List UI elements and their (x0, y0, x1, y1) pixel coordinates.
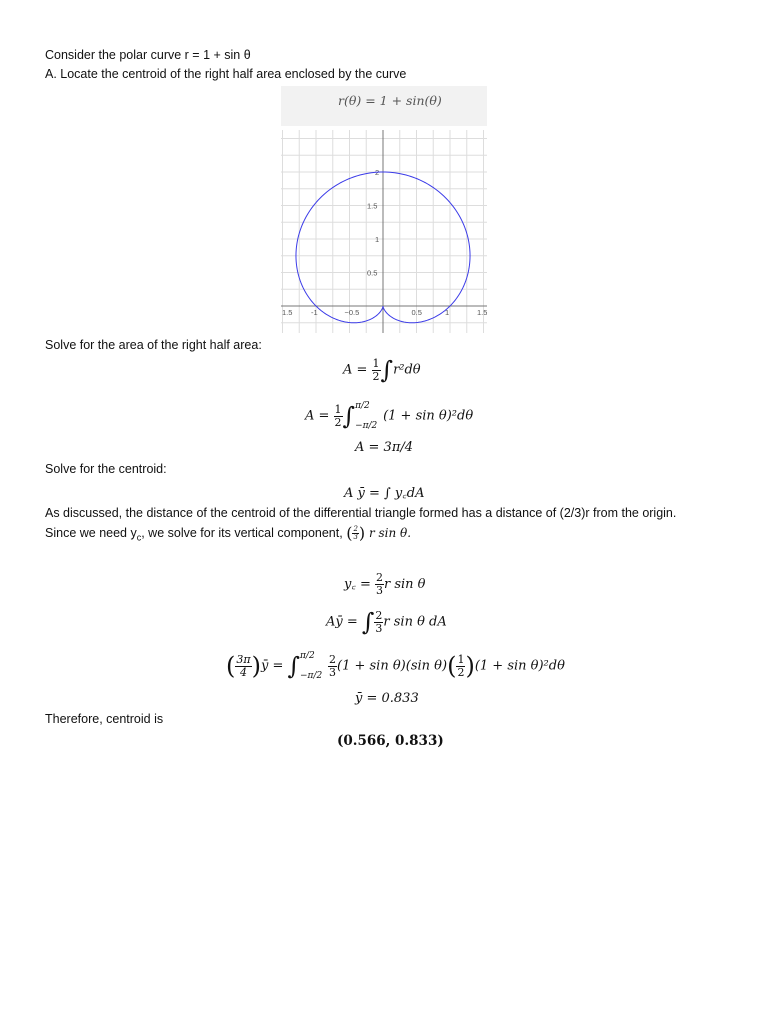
discussion-line-2-b: , we solve for its vertical component, (141, 526, 347, 540)
eq-area-2: A = $\frac{1}{2}$ ∫ π/2 −π/2 (1 + sin θ)²dθ (305, 396, 473, 436)
eq-area-2-lower: −π/2 (355, 421, 378, 431)
eq-area-2-integrand: (1 + sin θ)²dθ (383, 408, 474, 424)
graph-tick-labels (282, 168, 487, 317)
y-tick-label: 0.5 (367, 268, 378, 278)
intro-line-1: Consider the polar curve r = 1 + sin θ (45, 48, 251, 62)
eq-yc-lhs: y꜀ = (344, 577, 375, 592)
discussion-line-2: Since we need $y_c$, we solve for its vertical component, ( $\frac{2}{3}$ ) r sin θ. (45, 523, 412, 543)
polar-graph (281, 86, 487, 333)
discussion-line-2-c: r sin θ. (365, 526, 412, 540)
eq-area-2-lhs: A = (305, 408, 334, 424)
intro-line-2: A. Locate the centroid of the right half area enclosed by the curve (45, 67, 407, 81)
y-tick-label: 1.5 (367, 201, 378, 211)
eq-full-upper: π/2 (300, 651, 315, 661)
eq-yc: y꜀ = $\frac{2}{3}$ r sin θ (344, 571, 426, 597)
eq-ay-lhs: Aȳ = (326, 614, 362, 630)
graph-axes (281, 130, 487, 333)
eq-area-3: A = 3π/4 (355, 440, 414, 455)
x-tick-label: -1 (311, 308, 318, 317)
eq-ay: Aȳ = ∫ $\frac{2}{3}$ r sin θ dA (326, 608, 447, 636)
eq-full: ( $\frac{3\pi}{4}$ )ȳ = ∫ π/2 −π/2 $\frac{2}{3}$ (1 + sin θ)(sin θ)( $\frac{1}{2}$ )(1 + sin θ)²dθ (226, 646, 565, 686)
eq-full-lhs: ȳ = (260, 658, 288, 674)
discussion-line-1: As discussed, the distance of the centroid of the differential triangle formed has a distance of (2/3)r from the origin. (45, 506, 677, 520)
y-tick-label: 2 (375, 168, 380, 177)
therefore-text: Therefore, centroid is (45, 712, 164, 726)
centroid-heading: Solve for the centroid: (45, 462, 167, 476)
centroid-result: (0.566, 0.833) (337, 733, 444, 749)
x-tick-label: 1 (445, 308, 450, 317)
x-tick-label: −0.5 (344, 308, 360, 317)
eq-area-1-lhs: A = (343, 362, 372, 378)
polar-graph-svg (281, 86, 487, 333)
graph-title: r(θ) = 1 + sin(θ) (338, 93, 442, 108)
eq-area-2-upper: π/2 (355, 401, 370, 411)
eq-full-end: (1 + sin θ)²dθ (474, 658, 565, 674)
y-tick-label: 1 (375, 235, 380, 244)
eq-ay-rhs: r sin θ dA (383, 614, 447, 630)
eq-yc-rhs: r sin θ (384, 577, 426, 592)
x-tick-label: 1.5 (477, 308, 487, 317)
discussion-line-2-a: Since we need y (45, 526, 137, 540)
result (337, 733, 444, 749)
eq-ybar: ȳ = 0.833 (355, 691, 419, 706)
discussion-line-2-sub: c (136, 532, 142, 543)
eq-centroid-def: A ȳ = ∫ y꜀dA (344, 486, 425, 501)
x-tick-label: 1.5 (282, 308, 293, 317)
eq-full-lower: −π/2 (300, 671, 323, 681)
area-heading: Solve for the area of the right half area: (45, 338, 262, 352)
x-tick-label: 0.5 (411, 308, 422, 317)
eq-full-mid: (1 + sin θ)(sin θ) (337, 658, 448, 674)
eq-area-1: A = $\frac{1}{2}$ ∫r²dθ (343, 356, 421, 384)
eq-area-1-integrand: r²dθ (393, 362, 421, 378)
graph-grid (281, 130, 487, 333)
